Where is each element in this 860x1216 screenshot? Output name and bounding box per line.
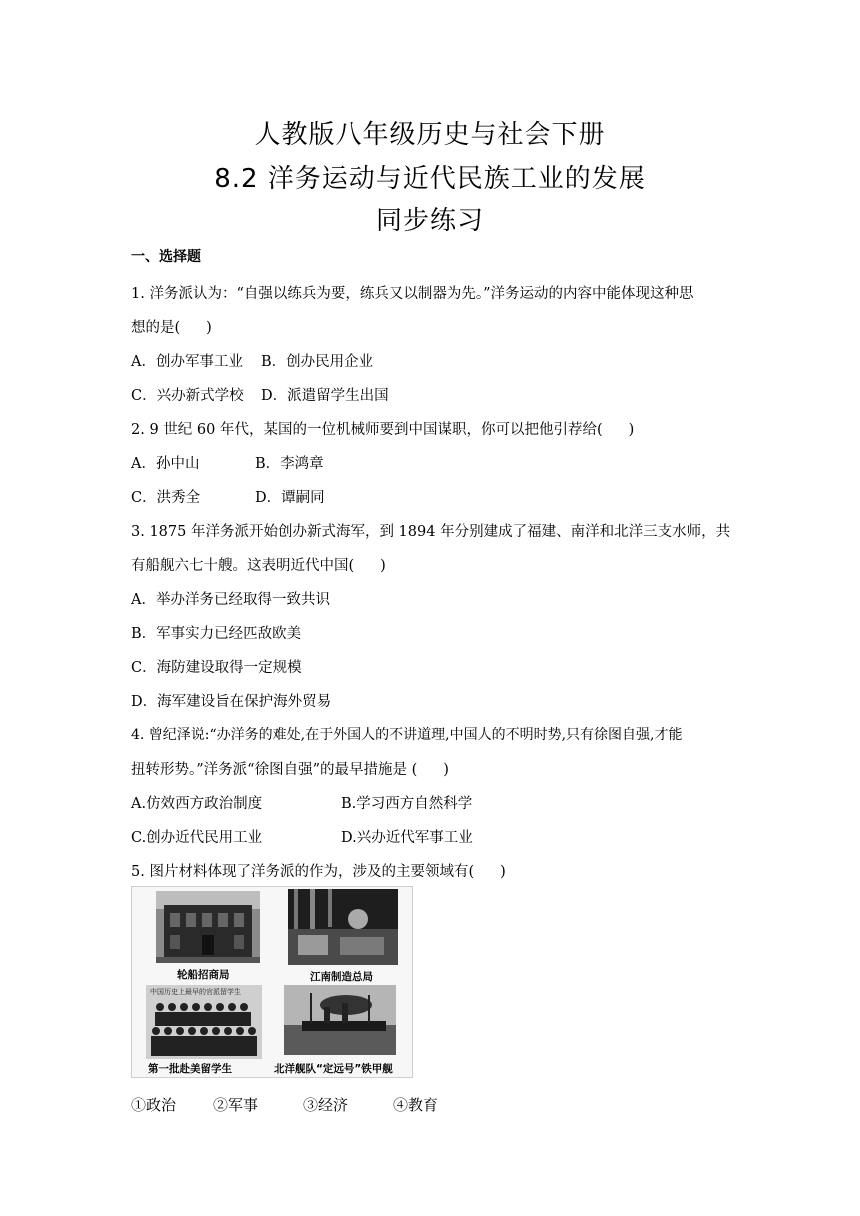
q2-close-paren: ) xyxy=(628,422,635,438)
q2-option-c[interactable]: C．洪秀全 xyxy=(131,490,201,506)
q3-close-paren: ) xyxy=(380,558,386,574)
q1-option-a[interactable]: A．创办军事工业 xyxy=(131,354,243,370)
q5-options-row xyxy=(131,1094,439,1115)
q3-option-b[interactable]: B．军事实力已经匹敌欧美 xyxy=(131,626,302,642)
q1-options-row1 xyxy=(131,350,374,371)
doc-title: 人教版八年级历史与社会下册 xyxy=(254,120,606,150)
photo-warship xyxy=(284,985,396,1055)
q3-option-a[interactable]: A．举办洋务已经取得一致共识 xyxy=(131,592,330,608)
q1-option-c[interactable]: C．兴办新式学校 xyxy=(131,388,244,404)
q1-stem-line1: 1. 洋务派认为：“自强以练兵为要，练兵又以制器为先。”洋务运动的内容中能体现这种思 xyxy=(131,286,694,302)
q3-stem-line2 xyxy=(131,554,386,575)
q4-close-paren: ) xyxy=(443,762,449,778)
caption-arsenal: 江南制造总局 xyxy=(310,971,373,983)
q3-stem-text: 有船舰六七十艘。这表明近代中国( xyxy=(131,558,355,574)
q5-stem xyxy=(131,860,506,881)
q2-options-row1 xyxy=(131,452,324,473)
q1-option-b[interactable]: B．创办民用企业 xyxy=(261,354,374,370)
q5-option-2[interactable]: ②军事 xyxy=(213,1096,259,1114)
q3-option-c[interactable]: C．海防建设取得一定规模 xyxy=(131,660,302,676)
photo-arsenal xyxy=(288,889,398,965)
q4-option-c[interactable]: C.创办近代民用工业 xyxy=(131,830,263,846)
q4-options-row2 xyxy=(131,826,473,847)
q5-stem-text: 5. 图片材料体现了洋务派的作为，涉及的主要领域有( xyxy=(131,864,475,880)
q2-stem-text: 2. 9 世纪 60 年代，某国的一位机械师要到中国谋职，你可以把他引荐给( xyxy=(131,422,603,438)
q2-stem xyxy=(131,418,634,439)
q1-close-paren: ) xyxy=(206,320,212,336)
q1-stem-line2 xyxy=(131,316,212,337)
q3-option-d[interactable]: D．海军建设旨在保护海外贸易 xyxy=(131,694,332,710)
section-heading: 一、选择题 xyxy=(131,249,201,265)
q4-option-a[interactable]: A.仿效西方政治制度 xyxy=(131,796,263,812)
q4-option-d[interactable]: D.兴办近代军事工业 xyxy=(341,830,473,846)
arsenal-image xyxy=(288,889,398,965)
q5-option-4[interactable]: ④教育 xyxy=(393,1096,439,1114)
q2-options-row2 xyxy=(131,486,325,507)
caption-students: 第一批赴美留学生 xyxy=(148,1063,232,1075)
q2-option-b[interactable]: B．李鸿章 xyxy=(255,456,324,472)
q4-stem-line1: 4. 曾纪泽说:“办洋务的难处,在于外国人的不讲道理,中国人的不明时势,只有徐图自强,才能 xyxy=(131,727,683,743)
photo-collage xyxy=(131,886,413,1078)
q1-option-d[interactable]: D．派遣留学生出国 xyxy=(261,388,389,404)
q1-options-row2 xyxy=(131,384,389,405)
q3-stem-line1: 3. 1875 年洋务派开始创办新式海军，到 1894 年分别建成了福建、南洋和北洋三支水师，共 xyxy=(131,524,731,540)
q4-stem-line2 xyxy=(131,758,449,779)
q4-option-b[interactable]: B.学习西方自然科学 xyxy=(341,796,473,812)
q2-option-a[interactable]: A．孙中山 xyxy=(131,456,200,472)
q4-stem-text: 扭转形势。”洋务派“徐图自强”的最早措施是 ( xyxy=(131,762,418,778)
caption-merchants: 轮船招商局 xyxy=(177,969,230,981)
doc-subtitle-2: 同步练习 xyxy=(375,206,484,236)
doc-subtitle: 8.2 洋务运动与近代民族工业的发展 xyxy=(214,164,646,194)
q5-close-paren: ) xyxy=(500,864,506,880)
building-image xyxy=(156,891,260,963)
photo-heading: 中国历史上最早的官派留学生 xyxy=(150,988,241,996)
photo-merchants-building xyxy=(156,891,260,963)
warship-image xyxy=(284,985,396,1055)
caption-warship: 北洋舰队“定远号”铁甲舰 xyxy=(274,1063,393,1075)
q5-option-1[interactable]: ①政治 xyxy=(131,1096,177,1114)
q5-option-3[interactable]: ③经济 xyxy=(303,1096,349,1114)
q4-options-row1 xyxy=(131,792,473,813)
q2-option-d[interactable]: D．谭嗣同 xyxy=(255,490,325,506)
photo-students xyxy=(146,985,262,1059)
q1-stem-text: 想的是( xyxy=(131,320,181,336)
